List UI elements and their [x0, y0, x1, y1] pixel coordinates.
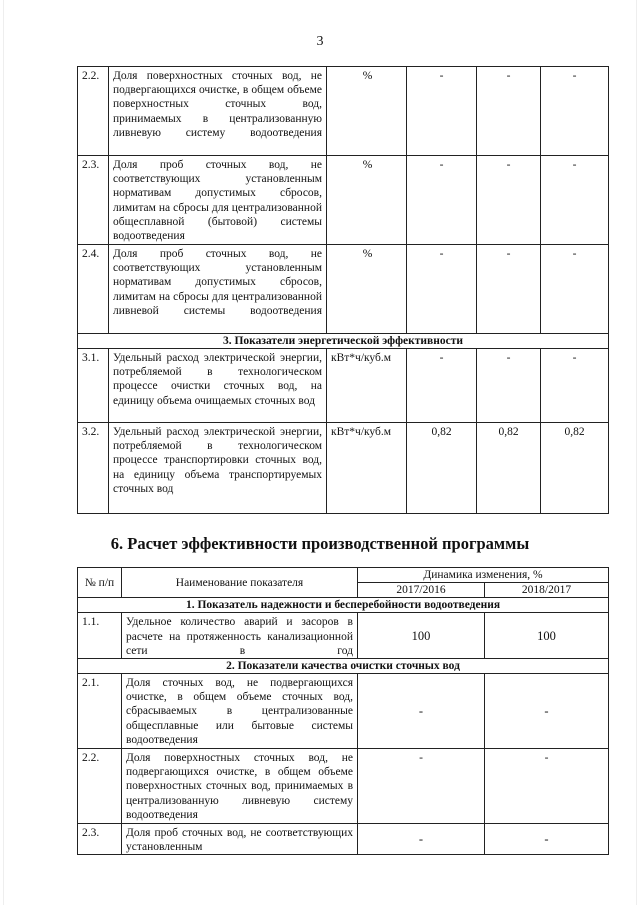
- row-description: Доля поверхностных сточных вод, не подвергающихся очистке, в общем объеме поверхностных сточных вод, принимаемых в централизованную ливневую систему водоотведения: [122, 749, 358, 824]
- row-number: 2.2.: [78, 67, 109, 156]
- table-row: [78, 749, 609, 824]
- row-value: -: [485, 824, 609, 855]
- section-6-title: 6. Расчет эффективности производственной программы: [110, 534, 530, 553]
- scan-edge-left: [3, 0, 4, 905]
- section-row: [78, 334, 609, 349]
- row-description: Удельный расход электрической энергии, потребляемой в технологическом процессе транспортировки сточных вод, на единицу объема транспортируемых сточных вод: [109, 423, 327, 514]
- row-number: 3.2.: [78, 423, 109, 514]
- indicators-table-continued: [77, 66, 609, 514]
- row-description: Доля сточных вод, не подвергающихся очистке, в общем объеме сточных вод, сбрасываемых в централизованные общесплавные или бытовые системы водоотведения: [122, 674, 358, 749]
- row-value: -: [407, 156, 477, 245]
- row-value: -: [407, 245, 477, 334]
- header-number: № п/п: [78, 568, 122, 598]
- row-description: Удельный расход электрической энергии, потребляемой в технологическом процессе очистки сточных вод, на единицу объема очищаемых сточных вод: [109, 349, 327, 423]
- row-value: -: [541, 67, 609, 156]
- scan-edge-right: [636, 0, 637, 905]
- row-number: 1.1.: [78, 613, 122, 659]
- page-number: 3: [316, 34, 324, 49]
- row-unit: %: [327, 245, 407, 334]
- header-row: [78, 568, 609, 583]
- table-row: [78, 67, 609, 156]
- efficiency-table: [77, 567, 609, 855]
- row-value: -: [407, 67, 477, 156]
- table-row: [78, 613, 609, 659]
- row-value: 100: [485, 613, 609, 659]
- section-heading: 3. Показатели энергетической эффективности: [78, 334, 609, 349]
- row-number: 2.3.: [78, 824, 122, 855]
- section-row: [78, 659, 609, 674]
- row-description: Доля проб сточных вод, не соответствующих установленным нормативам допустимых сбросов, лимитам на сбросы для централизованной ливневой системы водоотведения: [109, 245, 327, 334]
- row-number: 2.2.: [78, 749, 122, 824]
- row-description: Доля проб сточных вод, не соответствующих установленным: [122, 824, 358, 855]
- row-description: Доля проб сточных вод, не соответствующих установленным нормативам допустимых сбросов, лимитам на сбросы для централизованной общесплавной (бытовой) системы водоотведения: [109, 156, 327, 245]
- section-heading: 2. Показатели качества очистки сточных вод: [78, 659, 609, 674]
- section-row: [78, 598, 609, 613]
- row-value: -: [358, 749, 485, 824]
- row-unit: кВт*ч/куб.м: [327, 423, 407, 514]
- table-row: [78, 349, 609, 423]
- table-row: [78, 156, 609, 245]
- row-unit: %: [327, 156, 407, 245]
- section-heading: 1. Показатель надежности и бесперебойности водоотведения: [78, 598, 609, 613]
- row-value: -: [485, 674, 609, 749]
- table-row: [78, 245, 609, 334]
- row-value: -: [541, 245, 609, 334]
- row-description: Доля поверхностных сточных вод, не подвергающихся очистке, в общем объеме поверхностных сточных вод, принимаемых в централизованную ливневую систему водоотведения: [109, 67, 327, 156]
- row-description: Удельное количество аварий и засоров в расчете на протяженность канализационной сети в год: [122, 613, 358, 659]
- row-unit: кВт*ч/куб.м: [327, 349, 407, 423]
- row-number: 2.3.: [78, 156, 109, 245]
- row-value: -: [485, 749, 609, 824]
- row-number: 3.1.: [78, 349, 109, 423]
- row-number: 2.1.: [78, 674, 122, 749]
- row-value: 100: [358, 613, 485, 659]
- row-value: -: [541, 349, 609, 423]
- table-row: [78, 423, 609, 514]
- row-value: -: [477, 156, 541, 245]
- row-value: -: [407, 349, 477, 423]
- row-value: -: [541, 156, 609, 245]
- table-row: [78, 674, 609, 749]
- header-name: Наименование показателя: [122, 568, 358, 598]
- table-row: [78, 824, 609, 855]
- row-value: -: [477, 245, 541, 334]
- row-unit: %: [327, 67, 407, 156]
- header-year-2017: 2017/2016: [358, 583, 485, 598]
- row-value: -: [358, 824, 485, 855]
- row-value: -: [477, 349, 541, 423]
- header-year-2018: 2018/2017: [485, 583, 609, 598]
- row-value: 0,82: [541, 423, 609, 514]
- header-dynamics: Динамика изменения, %: [358, 568, 609, 583]
- row-value: -: [477, 67, 541, 156]
- row-value: -: [358, 674, 485, 749]
- row-value: 0,82: [477, 423, 541, 514]
- row-number: 2.4.: [78, 245, 109, 334]
- row-value: 0,82: [407, 423, 477, 514]
